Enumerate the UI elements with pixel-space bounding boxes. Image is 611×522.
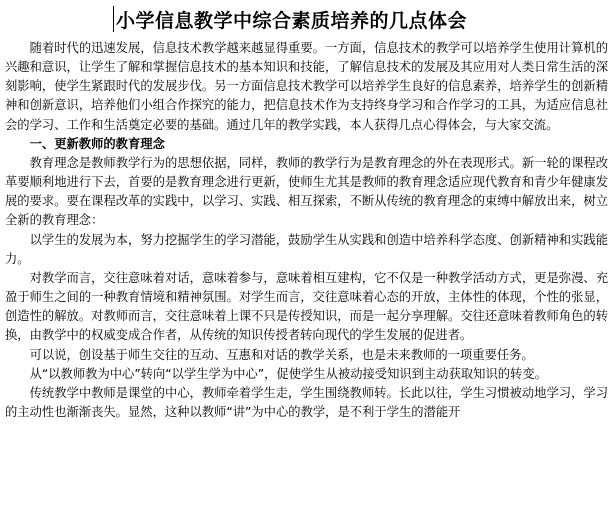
text-cursor	[113, 6, 114, 32]
paragraph: 以学生的发展为本，努力挖掘学生的学习潜能，鼓励学生从实践和创造中培养科学态度、创新精神和实践能力。	[5, 232, 608, 266]
paragraph: 从“以教师教为中心”转向“以学生学为中心”，促使学生从被动接受知识到主动获取知识的转变。	[29, 366, 547, 381]
paragraph: 可以说，创设基于师生交往的互动、互惠和对话的教学关系，也是未来教师的一项重要任务。	[29, 347, 534, 362]
document-title: 小学信息教学中综合素质培养的几点体会	[116, 9, 468, 32]
paragraph-intro: 随着时代的迅速发展，信息技术教学越来越显得重要。一方面，信息技术的教学可以培养学生使用计算机的兴趣和意识，让学生了解和掌握信息技术的基本知识和技能，了解信息技术的发展及其应用对人类日常生活的深刻影响，使学生紧跟时代的发展步伐。另一方面信息技术教学可以培养学生良好的信息素养，培养学生的创新精神和创新意识，培养他们小组合作探究的能力，把信息技术作为支持终身学习和合作学习的工具，为适应信息社会的学习、工作和生活奠定必要的基础。通过几年的教学实践，本人获得几点心得体会，与大家交流。	[5, 41, 608, 132]
document-body	[5, 39, 608, 422]
paragraph: 传统教学中教师是课堂的中心，教师牵着学生走，学生围绕教师转。长此以往，学生习惯被动地学习，学习的主动性也渐渐丧失。显然，这种以教师“讲”为中心的教学，是不利于学生的潜能开	[5, 385, 608, 419]
paragraph: 教育理念是教师教学行为的思想依据，同样，教师的教学行为是教育理念的外在表现形式。新一轮的课程改革要顺利地进行下去，首要的是教育理念进行更新，使师生尤其是教师的教育理念适应现代教育和青少年健康发展的要求。要在课程改革的实践中，以学习、实践、相互探索，不断从传统的教育理念的束缚中解放出来，树立全新的教育理念：	[5, 155, 608, 228]
paragraph: 对教学而言，交往意味着对话，意味着参与，意味着相互建构，它不仅是一种教学活动方式，更是弥漫、充盈于师生之间的一种教育情境和精神氛围。对学生而言，交往意味着心态的开放，主体性的体现，个性的张显，创造性的解放。对教师而言，交往意味着上课不只是传授知识，而是一起分享理解。交往还意味着教师角色的转换，由教学中的权威变成合作者，从传统的知识传授者转向现代的学生发展的促进者。	[5, 270, 608, 343]
section-heading: 一、更新教师的教育理念	[29, 136, 165, 151]
title-area	[113, 4, 467, 34]
